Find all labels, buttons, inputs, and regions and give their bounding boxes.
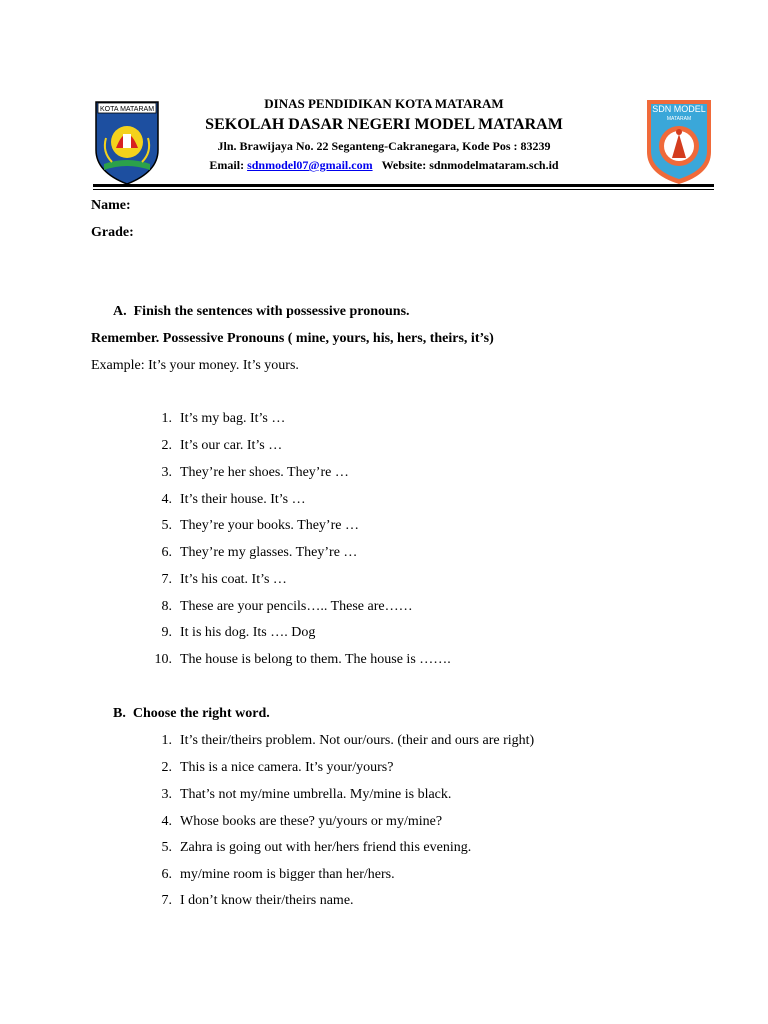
list-item: 8. These are your pencils….. These are…… [161, 599, 413, 614]
logo-title: SDN MODEL [652, 104, 706, 114]
list-item: 1. It’s my bag. It’s … [161, 411, 286, 426]
list-item: 2. This is a nice camera. It’s your/yours? [161, 760, 394, 775]
section-b-marker: B. [113, 706, 126, 721]
website-label: Website: [381, 158, 430, 172]
emblem-label: KOTA MATARAM [99, 106, 155, 113]
list-item: 9. It is his dog. Its …. Dog [161, 625, 316, 640]
list-item: 7. I don’t know their/theirs name. [161, 893, 354, 908]
list-item: 4. Whose books are these? yu/yours or my/mine? [161, 814, 443, 829]
name-label: Name: [91, 198, 131, 213]
list-item: 7. It’s his coat. It’s … [161, 572, 287, 587]
list-item: 10. The house is belong to them. The house is ……. [154, 652, 451, 667]
section-a-reminder: Remember. Possessive Pronouns ( mine, yours, his, hers, theirs, it’s) [91, 331, 494, 346]
header-divider-thick [93, 184, 714, 187]
website-text: sdnmodelmataram.sch.id [429, 158, 559, 172]
list-item: 3. They’re her shoes. They’re … [161, 465, 349, 480]
grade-label: Grade: [91, 225, 134, 240]
sdn-model-logo [644, 98, 714, 186]
list-item: 6. my/mine room is bigger than her/hers. [161, 867, 395, 882]
list-item: 1. It’s their/theirs problem. Not our/ours. (their and ours are right) [161, 733, 535, 748]
school-address: Jln. Brawijaya No. 22 Seganteng-Cakranegara, Kode Pos : 83239 [217, 139, 551, 153]
email-label: Email: [209, 158, 248, 172]
list-item: 4. It’s their house. It’s … [161, 492, 306, 507]
header-divider-thin [93, 189, 714, 190]
section-a-example: Example: It’s your money. It’s yours. [91, 358, 299, 373]
section-a-marker: A. [113, 304, 127, 319]
list-item: 5. Zahra is going out with her/hers friend this evening. [161, 840, 472, 855]
email-link[interactable]: sdnmodel07@gmail.com [247, 158, 373, 172]
section-b-title: Choose the right word. [132, 706, 270, 721]
section-a-heading [113, 304, 410, 320]
school-name: SEKOLAH DASAR NEGERI MODEL MATARAM [205, 116, 563, 133]
department-heading: DINAS PENDIDIKAN KOTA MATARAM [264, 96, 504, 111]
section-b-heading [113, 706, 270, 722]
list-item: 6. They’re my glasses. They’re … [161, 545, 358, 560]
list-item: 2. It’s our car. It’s … [161, 438, 283, 453]
contact-line [184, 158, 584, 173]
list-item: 5. They’re your books. They’re … [161, 518, 359, 533]
section-a-title: Finish the sentences with possessive pronouns. [133, 304, 410, 319]
logo-subtitle: MATARAM [666, 116, 692, 122]
kota-mataram-emblem [92, 98, 162, 186]
list-item: 3. That’s not my/mine umbrella. My/mine is black. [161, 787, 452, 802]
